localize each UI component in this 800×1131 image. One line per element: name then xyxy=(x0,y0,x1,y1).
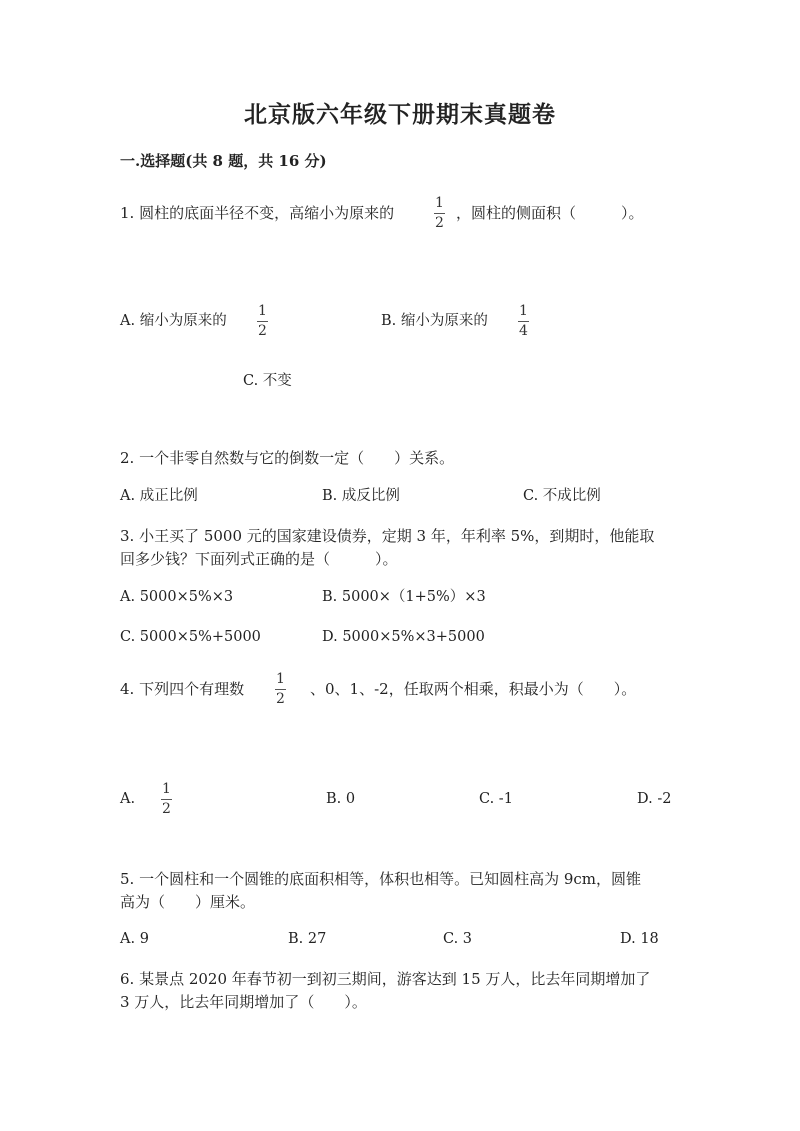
question-3-line-1: 3. 小王买了 5000 元的国家建设债券，定期 3 年，年利率 5%，到期时，他能取 xyxy=(120,527,655,545)
question-2-text: 2. 一个非零自然数与它的倒数一定（ ）关系。 xyxy=(120,449,455,467)
fraction-numerator: 1 xyxy=(258,303,267,319)
option-1a-fraction xyxy=(257,304,268,339)
question-1-text-end: ，圆柱的侧面积（ ）。 xyxy=(456,204,644,222)
fraction-bar xyxy=(275,689,286,690)
question-5-line-2: 高为（ ）厘米。 xyxy=(120,893,256,911)
option-4b: B. 0 xyxy=(326,791,356,807)
fraction-numerator: 1 xyxy=(162,781,171,797)
fraction-denominator: 2 xyxy=(258,323,267,339)
section-heading: 一.选择题(共 8 题，共 16 分) xyxy=(120,152,327,170)
option-1b-label: B. 缩小为原来的 xyxy=(381,313,488,329)
option-3b: B. 5000×（1+5%）×3 xyxy=(322,589,486,605)
fraction-denominator: 2 xyxy=(162,801,171,817)
fraction-numerator: 1 xyxy=(435,195,444,211)
fraction-denominator: 2 xyxy=(276,691,285,707)
option-4a-label: A. xyxy=(120,791,136,807)
option-5a: A. 9 xyxy=(120,931,149,947)
option-1b-fraction xyxy=(518,304,529,339)
option-2c: C. 不成比例 xyxy=(523,488,601,504)
fraction-bar xyxy=(257,321,268,322)
fraction-bar xyxy=(434,213,445,214)
option-1a-label: A. 缩小为原来的 xyxy=(120,313,227,329)
option-4a-fraction xyxy=(161,782,172,817)
option-1c: C. 不变 xyxy=(243,373,292,389)
question-4-text: 4. 下列四个有理数 xyxy=(120,680,245,698)
question-5-line-1: 5. 一个圆柱和一个圆锥的底面积相等，体积也相等。已知圆柱高为 9cm，圆锥 xyxy=(120,870,642,888)
option-3d: D. 5000×5%×3+5000 xyxy=(322,629,485,645)
option-3c: C. 5000×5%+5000 xyxy=(120,629,261,645)
option-5b: B. 27 xyxy=(288,931,327,947)
option-4d: D. -2 xyxy=(637,791,672,807)
fraction-bar xyxy=(161,799,172,800)
fraction-bar xyxy=(518,321,529,322)
option-3a: A. 5000×5%×3 xyxy=(120,589,234,605)
page-title: 北京版六年级下册期末真题卷 xyxy=(244,101,556,128)
option-4c: C. -1 xyxy=(479,791,513,807)
option-2b: B. 成反比例 xyxy=(322,488,400,504)
question-4-fraction xyxy=(275,672,286,707)
question-6-line-1: 6. 某景点 2020 年春节初一到初三期间，游客达到 15 万人，比去年同期增加了 xyxy=(120,970,651,988)
fraction-numerator: 1 xyxy=(519,303,528,319)
question-3-line-2: 回多少钱？下面列式正确的是（ ）。 xyxy=(120,550,398,568)
option-5d: D. 18 xyxy=(620,931,659,947)
question-4-text-end: 、0、1、-2，任取两个相乘，积最小为（ ）。 xyxy=(310,680,637,698)
fraction-numerator: 1 xyxy=(276,671,285,687)
fraction-denominator: 2 xyxy=(435,215,444,231)
question-1-fraction xyxy=(434,196,445,231)
fraction-denominator: 4 xyxy=(519,323,528,339)
option-5c: C. 3 xyxy=(443,931,473,947)
option-2a: A. 成正比例 xyxy=(120,488,198,504)
question-1-text: 1. 圆柱的底面半径不变，高缩小为原来的 xyxy=(120,204,395,222)
question-6-line-2: 3 万人，比去年同期增加了（ ）。 xyxy=(120,993,367,1011)
